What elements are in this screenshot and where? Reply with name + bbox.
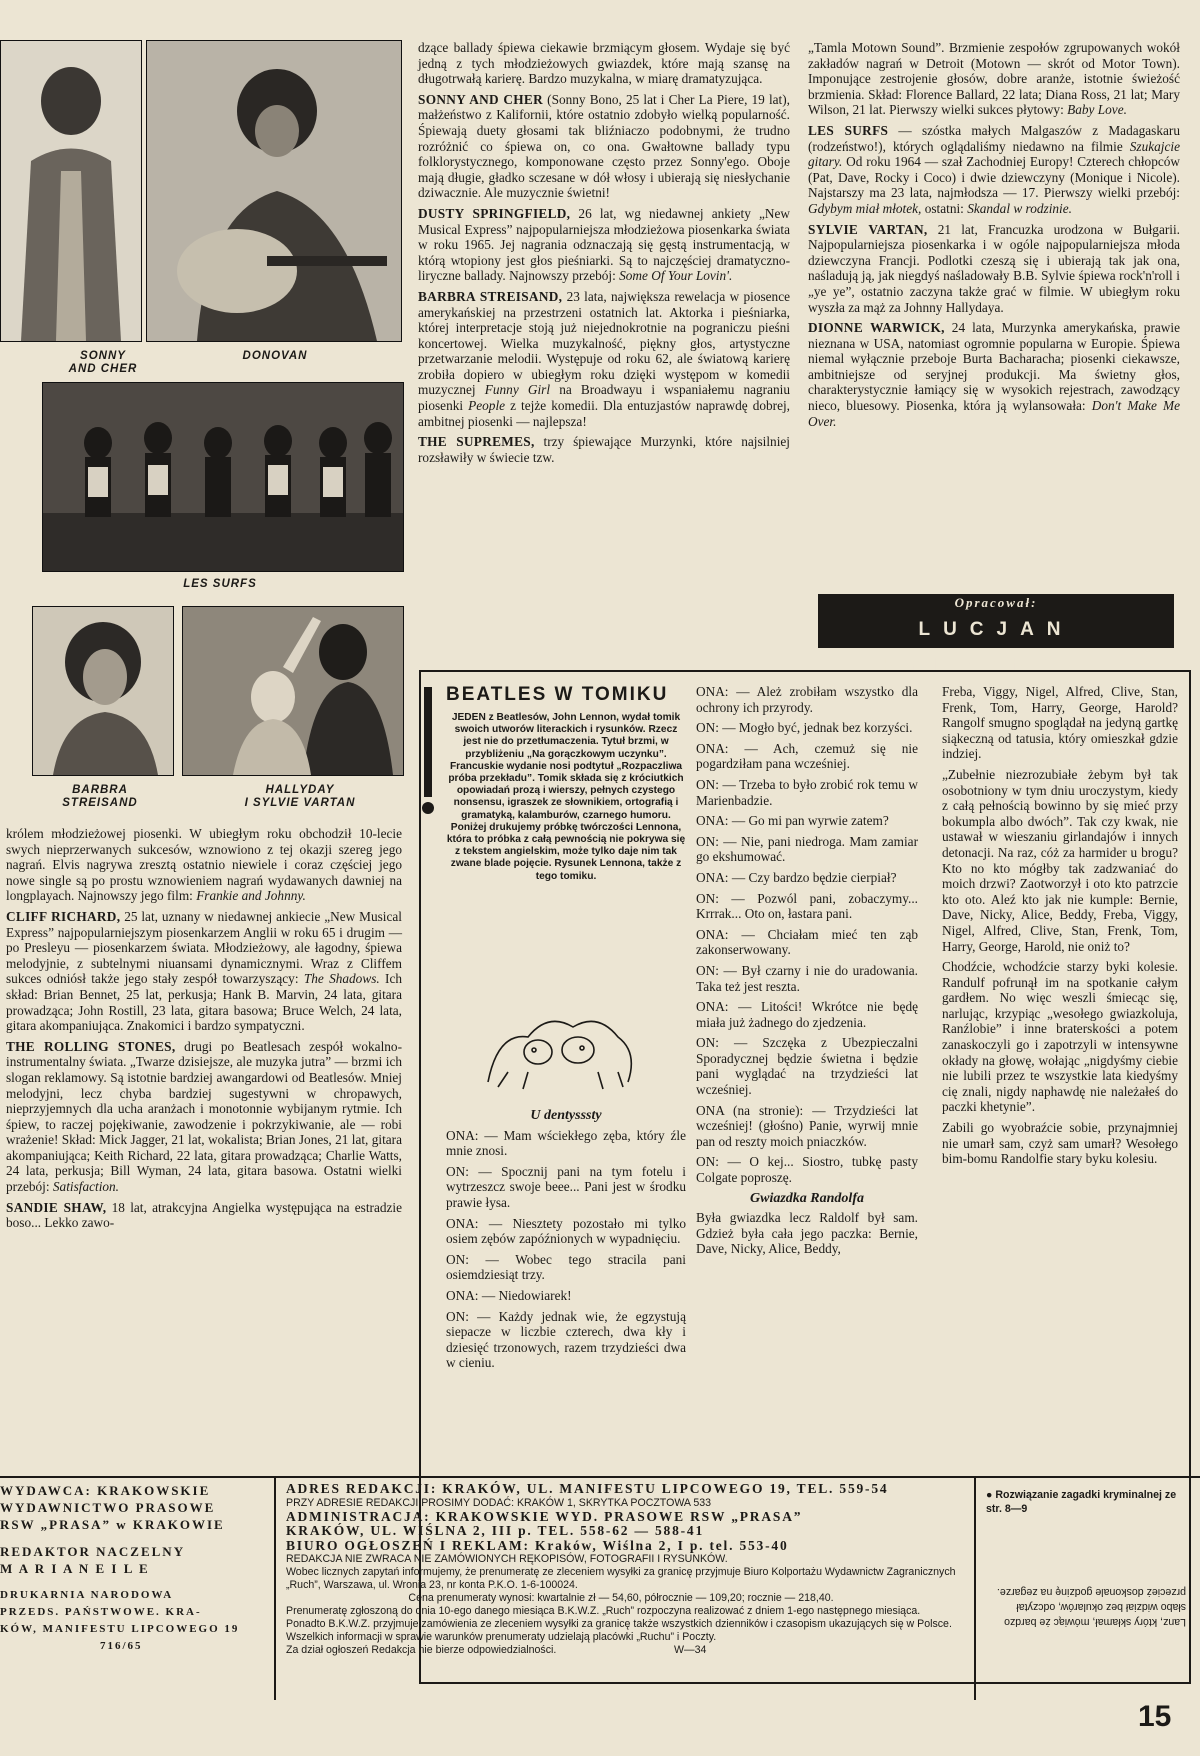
imprint-line: Wobec licznych zapytań informujemy, że prenumeratę ze zleceniem wysyłki za granicę przyjmuje Biuro Kolportażu Wydawnictw Zagranicznych „Ruch”, Warszawa, ul. Wronia 23, nr konta P.K.O. 1-6-100024. [286,1566,956,1591]
artist-name: SONNY AND CHER [418,91,544,107]
band-name: The Shadows. [303,971,380,987]
imprint-line: KÓW, MANIFESTU LIPCOWEGO 19 [0,1623,240,1635]
song-title: Some Of Your Lovin'. [619,268,733,284]
photo-donovan [146,40,402,342]
para-text: „Tamla Motown Sound”. Brzmienie zespołów zgrupowanych wokół zakładów nagrań w Detroit (Motown — skrót od Motor Town). Imponujące zestrojenie głosów, dobre aranże, istotnie świeżość brzmienia. Skład: Florence Ballard, 22 lata; Diana Ross, 21 lat; Mary Wilson, 21 lat. Pierwszy wielki sukces płytowy: [808,40,1180,118]
photo-hallyday-vartan [182,606,404,776]
dialog-line: ON: — Pozwól pani, zobaczymy... Krrrak... Oto on, łastara pani. [696,890,918,922]
artist-name: DIONNE WARWICK, [808,320,945,336]
imprint-line: Prenumeratę zgłoszoną do dnia 10-ego danego miesiąca B.K.W.Z. „Ruch” rozpoczyna realizować z dniem 1-ego następnego miesiąca. Ponadto B.K.W.Z. przyjmuje zamówienia ze zleceniem wysyłki za granicę także wszystkich dzienników i czasopism ukazujących się w Polsce. [286,1605,952,1630]
caption-hallyday-vartan: HALLYDAY I SYLVIE VARTAN [244,784,356,809]
imprint-line: BIURO OGŁOSZEŃ I REKLAM: Kraków, Wiślna 2, I p. tel. 553-40 [286,1537,789,1553]
dialog-line: ONA: — Litości! Wkrótce nie będę miała już żadnego do zjedzenia. [696,999,918,1030]
imprint-publisher [0,1482,240,1655]
para-text: na Broadwayu i wspaniałemu nagraniu piosenki [418,382,791,414]
song-title: Satisfaction. [52,1179,120,1195]
dialog-line: ON: — Był czarny i nie do uradowania. Taka też jest reszta. [696,962,918,994]
artist-name: CLIFF RICHARD, [6,908,121,924]
byline-label: Opracował: [818,594,1174,612]
para-text: drugi po Beatlesach zespół wokalno-instrumentalny świata. „Twarze dzisiejsze, ale muzyka jutra” — brzmi ich slogan reklamowy. Są istotnie bardziej awangardowi od Beatlesów. Mniej melodyjni, lecz chyba bardziej sugestywni w chropawych, nieprzyjemnych dla ucha aranżach i monotonnie wybijanym rytmie. Ich śpiew, to raczej pojękiwanie, zawodzenie i pokrzykiwanie, ale — robi wrażenie! Skład: Mick Jagger, 21 lat, wokalista; Brian Jones, 21 lat, gitara akompaniująca; Keith Richard, 22 lata, gitara prowadząca; Charlie Watts, 24 lata, perkusja; Bill Wyman, 24 lata, gitara basowa. Ostatni wielki przebój: [6,1038,403,1195]
sonny-cher-illustration [1,41,141,341]
col2-para-sonny-cher [418,92,790,201]
story-para: Zabili go wyobraźcie sobie, przynajmniej nie umarł sam, czyż sam umarł? Wesołego bim-bomu Randolfie stary byku kolesiu. [942,1120,1178,1167]
dialog-line: ON: — Trzeba to było zrobić rok temu w Marienbadzie. [696,776,918,808]
beatles-column-a [446,1104,686,1376]
imprint-top-rule [0,1476,1200,1478]
para-text: Od roku 1964 — szał Zachodniej Europy! Czterech chłopców (Pat, Dave, Rocky i Coco) i dwie dziewczyny (Monique i Nicole). Najstarszy ma 23 lata, najmłodsza — 17. Pierwszy wielki przebój: [808,154,1180,201]
artist-name: THE ROLLING STONES, [6,1038,176,1054]
subhead-dentysta: U dentysssty [530,1108,602,1123]
para-text: (Sonny Bono, 25 lat i Cher La Piere, 19 lat), małżeństwo z Kalifornii, które ostatnio zdobyło wielką popularność. Śpiewają duety głosami tak bliźniaczo podobnymi, że trudno rozróżnić co śpiewa on, co ona. Gwałtowne ballady typu folklorystycznego, komponowane często przez Sonny'ego. Oboje mają długie, gładko sczesane w dół włosy i ubierają się niesłychanie dziwacznie. Ale muzycznie świetni! [418,91,790,201]
song-title: Baby Love. [1067,102,1127,118]
para-text: 25 lat, uznany w niedawnej ankiecie „New Musical Express” najpopularniejszym piosenkarzem Anglii w roku 65 i drugim — po Presleyu — piosenkarzem świata. Młodzieżowy, ale łagodny, śpiewa melodyjnie, z subtelnymi niuansami dynamicznymi. Wraz z Cliffem sukces odniósł także jego stały zespół towarzyszący: [6,908,402,987]
artist-name: THE SUPREMES, [418,434,535,450]
artist-name: LES SURFS [808,122,889,138]
dialog-line: ONA: — Go mi pan wyrwie zatem? [696,813,889,829]
dialog-line: ON: — Każdy jednak wie, że egzystują siepacze w liczbie czterech, dwa kły i dziesięć trzonowych, razem trzydzieści dwa w cieniu. [446,1308,686,1371]
dialog-line: ONA: — Mam wściekłego zęba, który źle mnie znosi. [446,1127,686,1159]
imprint-line: WYDAWCA: KRAKOWSKIE [0,1483,211,1498]
photo-les-surfs [42,382,404,572]
film-title: Frankie and Johnny. [196,888,306,904]
imprint-line: ADMINISTRACJA: KRAKOWSKIE WYD. PRASOWE RSW „PRASA” [286,1508,803,1524]
photo-sonny-and-cher [0,40,142,342]
col3-para-dionne [808,320,1180,429]
dialog-line: ONA: — Chciałam mieć ten ząb zakonserwowany. [696,926,918,958]
dialog-line: ON: — O kej... Siostro, tubkę pasty Colgate poproszę. [696,1154,918,1186]
article-column-3 [808,40,1180,434]
imprint-line: REDAKTOR NACZELNY [0,1544,186,1559]
imprint-line: PRZY ADRESIE REDAKCJI PROSIMY DODAĆ: KRAKÓW 1, SKRYTKA POCZTOWA 533 [286,1496,712,1509]
byline-author: LUCJAN KYDRYŃSKI [818,612,1174,648]
col1-para-stones [6,1039,402,1195]
para-text: 23 lata, największa rewelacja w piosence amerykańskiej na przestrzeni ostatnich lat. Aktorka i pieśniarka, której interpretacje stoją już niejednokrotnie na pograniczu pieśni koncertowej. Wielka muzykalność, piękny głos, artystyczne przetwarzanie melodii. Występuje od roku 62, ale światową karierę zrobiła dopiero w ubiegłym roku dzięki występom w komedii muzycznej [418,288,790,398]
dialog-line: ON: — Spocznij pani na tym fotelu i wytrzeszcz swoje beee... Pani jest w środku prawie łysa. [446,1163,686,1210]
imprint-divider-left [274,1478,276,1700]
caption-barbra-streisand: BARBRA STREISAND [62,784,138,809]
imprint-line: RSW „PRASA” w KRAKOWIE [0,1517,225,1532]
para-text: — szóstka małych Malgaszów z Madagaskaru (rodzeństwo!), których oglądaliśmy niedawno na filmie [808,122,1180,154]
article-column-2 [418,40,790,470]
puzzle-solution-note: ● Rozwiązanie zagadki kryminalnej ze str. 8—9 [986,1489,1177,1515]
song-title: Skandal w rodzinie. [967,200,1072,216]
artist-name: DUSTY SPRINGFIELD, [418,205,571,221]
song-title: People [468,398,506,414]
imprint-divider-right [974,1478,976,1700]
col1-para-elvis [6,826,402,904]
col1-para-cliff [6,909,402,1034]
show-title: Funny Girl [484,382,551,398]
beatles-column-b [696,684,918,1262]
imprint-address [286,1482,956,1657]
para-text: królem młodzieżowej piosenki. W ubiegłym roku obchodził 10-lecie swych nieprzerwanych sukcesów, wznowiono z tej okazji szereg jego nagrań. Elvis nagrywa zresztą ostatnio niewiele i coraz częściej jego nowe single są po prostu wznowieniem nagrań wydawanych dawniej na longplayach. Najnowszy jego film: [6,826,402,904]
dialog-line: ON: — Szczęka z Ubezpieczalni Sporadycznej będzie świetna i będzie pani wyglądać na trzydzieści lat wcześniej. [696,1035,918,1098]
puzzle-solution-flipped: Lanz, który skłamał, mówiąc że bardzo słabo widział bez okularów, odczytał przecież doskonale godzinę na zegarze. [996,1586,1186,1628]
caption-les-surfs: LES SURFS [183,578,257,590]
imprint-line: PRZEDS. PAŃSTWOWE. KRA- [0,1606,202,1618]
para-text: 21 lat, Francuzka urodzona w Bułgarii. Najpopularniejsza piosenkarka i w ogóle najpopularniejsza młoda dziewczyna Francji. Podlotki czeszą się i ubierają tak jak ona, naśladują ją, jak niegdyś naśladowały B.B. Sylvie śpiewa rock'n'roll i „ye ye”, ostatnio zaczyna także grać w filmie. W ubiegłym roku wyszła za mąż za Johnny Hallydaya. [808,221,1180,315]
story-para: Freba, Viggy, Nigel, Alfred, Clive, Stan, Frenk, Tom, Harry, George, Harold? Rangolf smugno spoglądał na jedyną gartkę siąkeczną od tatusia, który omieszkał gdzie indziej. [942,684,1178,762]
imprint-line: WYDAWNICTWO PRASOWE [0,1500,216,1515]
dialog-line: ON: — Wobec tego stracila pani osiemdziesiąt trzy. [446,1251,686,1283]
beatles-title: BEATLES W TOMIKU [446,684,669,705]
artist-name: SANDIE SHAW, [6,1199,107,1215]
imprint-line: Wszelkich informacji w sprawie warunków prenumeraty udzielają placówki „Ruchu” i Poczty. [286,1631,717,1643]
col3-para-supremes-cont [808,40,1180,118]
photo-barbra-streisand [32,606,174,776]
dialog-line: ONA: — Ach, czemuż się nie pogardziłam pana wcześniej. [696,740,918,772]
barbra-illustration [33,607,173,775]
page-number: 15 [1138,1700,1172,1733]
col2-para-supremes [418,434,790,465]
dialog-line: ONA: — Niedowiarek! [446,1287,572,1303]
dialog-line: ON: — Mogło być, jednak bez korzyści. [696,720,913,736]
para-text: ostatni: [921,200,968,216]
para-text: trzy śpiewające Murzynki, które najsilniej rozsławiły w świecie tzw. [418,434,790,465]
col3-para-les-surfs [808,123,1180,217]
col2-para-0: dzące ballady śpiewa ciekawie brzmiącym głosem. Wydaje się być jedną z tych młodzieżowych gwiazdek, które mają szansę na długotrwałą karierę. Bardzo muzykalna, w miarę dramatyzująca. [418,40,790,87]
dialog-line: ONA: — Czy bardzo będzie cierpiał? [696,869,897,885]
col2-para-dusty [418,206,790,284]
story-para: „Zubełnie niezrozubiałe żebym był tak osobotniony w tym dniu uroczystym, kiedy z całą pełnością bowinno by się mieć przy bokumpla albo dwóch”. Tak czy kwak, nie ustawał w wieszaniu girlandajów i innych detonacji. Na raz, cóż za harmider u brogu? Kto no kto mógłby tak zadzwaniać do moich drzwi? Zaotworzył i oto kto patrzcie kto oto. Aleź kto jak nie kumple: Bernie, Dave, Nicky, Alice, Beddy, Freba, Viggy, Nigel, Alfred, Clive, Stan, Frenk, Tom, Harry, George, Harold, nie oniż to? [942,766,1178,954]
para-text: Ich skład: Brian Bennet, 25 lat, perkusja; Hank B. Marvin, 24 lata, gitara prowadząca; John Rostill, 23 lata, gitara basowa; Bruce Welch, 24 lata, gitara akompaniująca. Znakomici i bardzo sympatyczni. [6,971,402,1034]
col3-para-sylvie [808,222,1180,316]
beatles-intro: JEDEN z Beatlesów, John Lennon, wydał tomik swoich utworów literackich i rysunków. Rzecz jest nie do przetłumaczenia. Tytuł brzmi, w przybliżeniu „Na gorączkowym uczynku”. Francuskie wydanie nosi podtytuł „Rozpaczliwa próba przekładu”. Tomik składa się z króciutkich opowiadań prozą i wierszy, pełnych czystego nonsensu, igraszek ze słownikiem, ortografią i gramatyką, kalamburów, czarnego humoru. Poniżej drukujemy próbkę twórczości Lennona, która to próbka z całą pewnością nie pokrywa się z tekstem angielskim, może tylko daje nim tak zwane blade pojęcie. Rysunek Lennona, także z tego tomiku. [446,712,686,882]
para-text: 24 lata, Murzynka amerykańska, prawie nieznana w USA, natomiast ogromnie popularna w Europie. Śpiewa niemal wyłącznie przeboje Burta Bacharacha; piosenki ciekawsze, ambitniejsze od seryjnej produkcji. Ma świetny głos, charakterystycznie łamiący się w wysokich rejestrach, zawodzący nieco, bluesowy. Piosenka, która ją wylansowała: [808,320,1180,414]
dialog-line: ONA: — Niesztety pozostało mi tylko osiem zębów zapóźnionych w wypadnięciu. [446,1215,686,1247]
beatles-column-c [942,684,1178,1172]
hallyday-vartan-illustration [183,607,403,775]
caption-sonny-and-cher: SONNY AND CHER [68,350,138,375]
imprint-line: ADRES REDAKCJI: KRAKÓW, UL. MANIFESTU LIPCOWEGO 19, TEL. 559-54 [286,1481,889,1496]
dialog-line: ONA: — Ależ zrobiłam wszystko dla ochrony ich przyrody. [696,684,918,715]
para-text: 26 lat, wg niedawnej ankiety „New Musical Express” najpopularniejsza młodzieżowa piosenkarka świata w roku 1965. Jej nagrania odznaczają się gęstą instrumentacją, w którą wtopiony jest głos pieśniarki. Są to najczęściej dramatyczno-liryczne ballady. Najnowszy przebój: [418,205,790,284]
lennon-drawing-icon [478,992,648,1102]
artist-name: SYLVIE VARTAN, [808,221,928,237]
col1-para-sandie [6,1200,402,1231]
imprint-line: KRAKÓW, UL. WIŚLNA 2, III p. TEL. 558-62 — 588-41 [286,1523,705,1538]
imprint-line: 716/65 [100,1640,143,1652]
col2-para-barbra [418,289,790,429]
dialog-line: ONA (na stronie): — Trzydzieści lat wcześniej! (głośno) Panie, wyrwij mnie pan od reszty moich pniaczków. [696,1102,918,1149]
para-text: 18 lat, atrakcyjna Angielka występująca na estradzie boso... Lekko zawo- [6,1199,402,1231]
imprint-line: M A R I A N E I L E [0,1561,150,1576]
article-column-1 [6,826,402,1236]
story-line: Była gwiazdka lecz Raldolf był sam. Gdzież była cała jego paczka: Bernie, Dave, Nicky, Alice, Beddy, [696,1210,918,1257]
song-title: Gdybym miał młotek, [808,200,922,216]
artist-name: BARBRA STREISAND, [418,288,563,304]
para-text: z tejże komedii. Dla entuzjastów naprawdę dobrej, ambitnej piosenki — najlepsza! [418,398,790,429]
imprint-line: Cena prenumeraty wynosi: kwartalnie zł — 54,60, półrocznie — 109,20; rocznie — 218,40. [408,1592,834,1604]
imprint-line: REDAKCJA NIE ZWRACA NIE ZAMÓWIONYCH RĘKOPISÓW, FOTOGRAFII I RYSUNKÓW. [286,1553,728,1565]
song-title: Don't Make Me Over. [808,398,1180,429]
imprint-line: DRUKARNIA NARODOWA [0,1589,174,1601]
imprint-line: Za dział ogłoszeń Redakcja nie bierze odpowiedzialności. W—34 [286,1644,707,1656]
donovan-illustration [147,41,401,341]
caption-donovan: DONOVAN [242,350,308,362]
film-title: Szukajcie gitary. [808,138,1180,170]
dialog-line: ON: — Nie, pani niedroga. Mam zamiar go ekshumować. [696,833,918,865]
les-surfs-illustration [43,383,403,571]
subhead-randolf: Gwiazdka Randolfa [750,1190,864,1206]
story-para: Chodźcie, wchodźcie starzy byki kolesie. Randulf pofrunął im na spotkanie całym gardłem. No więc weszli śmiecąc się, narlując, krzypiąc „wesołego gwiazkoluja, Ranźlobie” i inne braterskości a potem zanaskoczyli go i zapotrzyli w intensywne okłady na głowę, wołając „nigdyśmy ciebie nie lubili przez te wszystkie lata kiedyśmy cię znali, nigdy naphawdę nie należałeś do paczki khetynie”. [942,959,1178,1115]
exclamation-marker-icon [420,687,436,815]
